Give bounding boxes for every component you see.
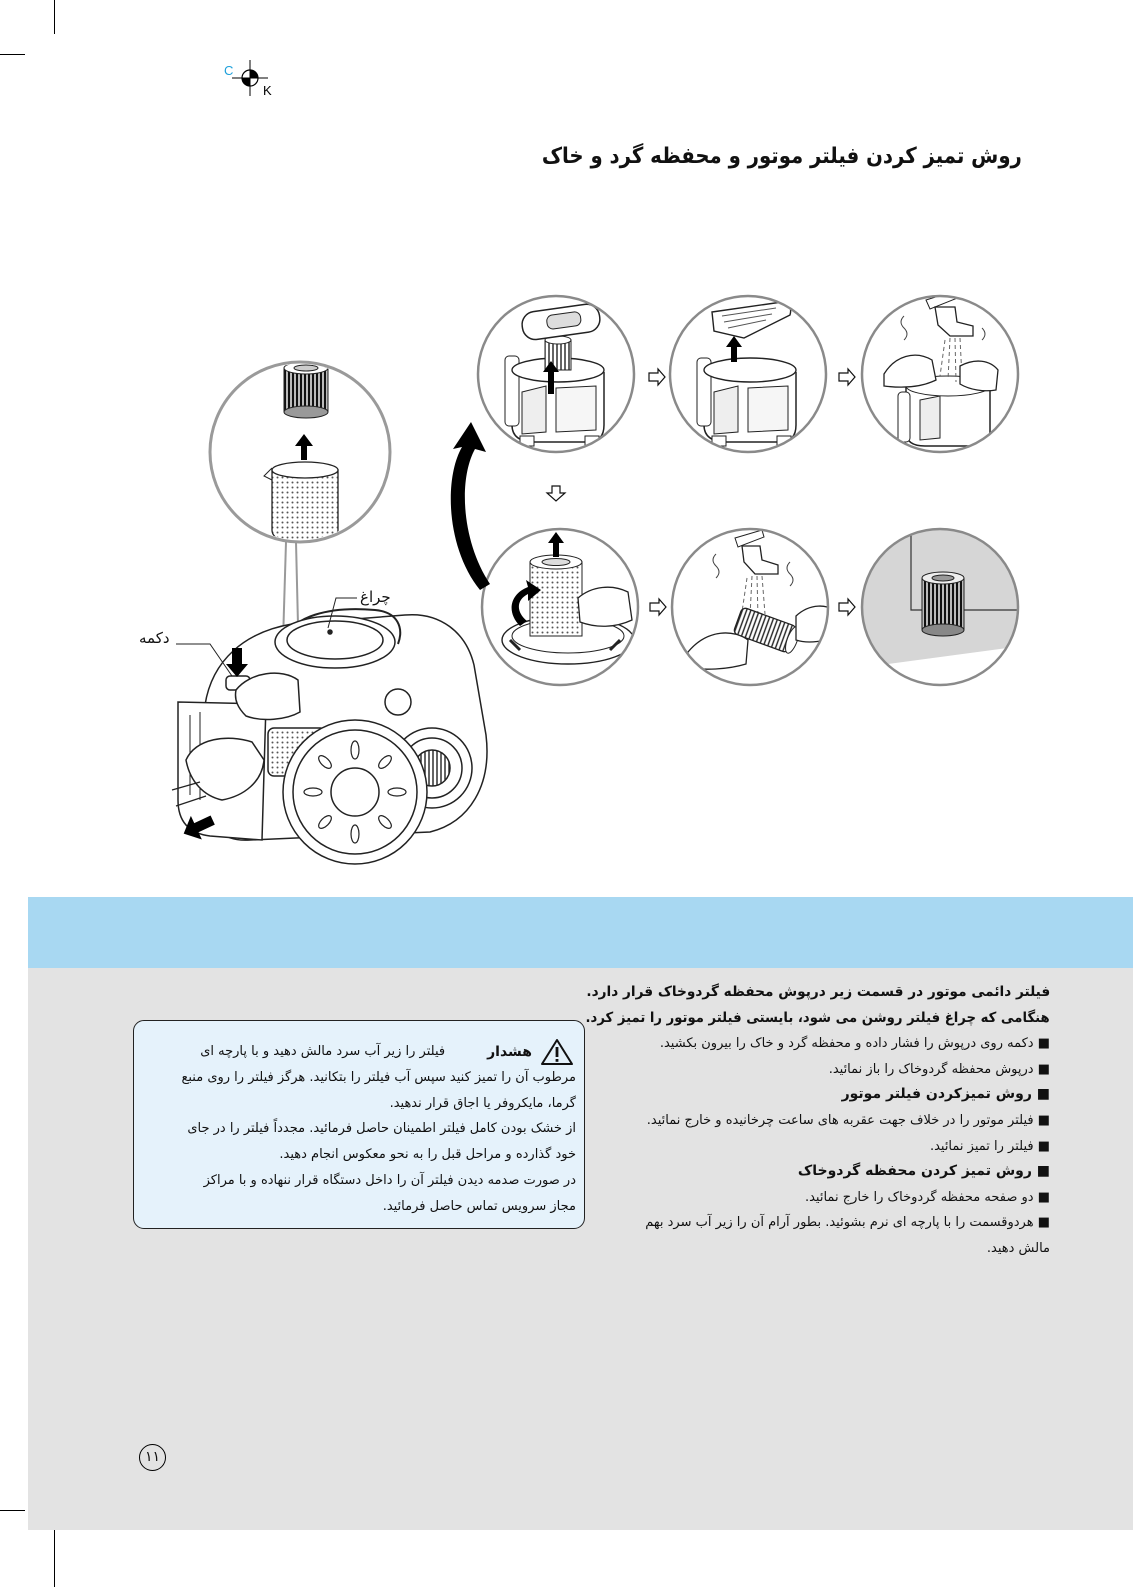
warning-heading: هشدار	[487, 1043, 532, 1060]
instructions-column	[586, 980, 1050, 1262]
bullet-item	[586, 1057, 1050, 1083]
curved-up-arrow	[451, 422, 490, 590]
section-heading	[586, 1159, 1050, 1185]
section-heading	[586, 1082, 1050, 1108]
bullet-text: ■ دو صفحه محفظه گردوخاک را خارج نمائید.	[804, 1189, 1050, 1205]
crop-mark-bottom-horizontal	[0, 1510, 25, 1511]
step-5-illustration	[672, 529, 840, 685]
step-4-illustration	[482, 529, 638, 685]
lamp-label: چراغ	[360, 588, 391, 606]
warning-text: خود گذارده و مراحل قبل را به نحو معکوس انجام دهید.	[279, 1147, 576, 1163]
vacuum-cleaner-illustration	[172, 609, 487, 864]
warning-line	[143, 1091, 576, 1117]
step-6-illustration	[858, 529, 1024, 700]
section-heading-text: ■ روش تمیزکردن فیلتر موتور	[841, 1086, 1050, 1103]
bullet-text: ■ درپوش محفظه گردوخاک را باز نمائید.	[828, 1061, 1050, 1077]
warning-line	[143, 1168, 576, 1194]
bullet-text: ■ دکمه روی درپوش را فشار داده و محفظه گرد و خاک را بیرون بکشید.	[659, 1036, 1050, 1052]
step-2-illustration	[670, 296, 826, 452]
bullet-continuation	[586, 1236, 1050, 1262]
warning-text: گرما، مایکروفر یا اجاق قرار ندهید.	[389, 1095, 576, 1111]
page-number: ۱۱	[139, 1444, 166, 1471]
warning-text: فیلتر را زیر آب سرد مالش دهید و با پارچه ای	[200, 1044, 446, 1060]
intro-text: فیلتر دائمی موتور در قسمت زیر درپوش محفظه گردوخاک قرار دارد.	[586, 984, 1050, 1000]
step-3-illustration	[862, 290, 1018, 452]
registration-black-label: K	[263, 83, 272, 98]
bullet-text: مالش دهید.	[986, 1240, 1050, 1256]
bullet-item	[586, 1031, 1050, 1057]
warning-triangle-icon	[540, 1038, 574, 1066]
bullet-text: ■ فیلتر موتور را در خلاف جهت عقربه های ساعت چرخانیده و خارج نمائید.	[646, 1112, 1050, 1128]
step-1-illustration	[478, 296, 634, 452]
bullet-item	[586, 1210, 1050, 1236]
bullet-item	[586, 1108, 1050, 1134]
warning-text: از خشک بودن کامل فیلتر اطمینان حاصل فرمائید. مجدداً فیلتر را در جای	[187, 1121, 576, 1137]
bullet-item	[586, 1185, 1050, 1211]
warning-box	[133, 1020, 585, 1229]
warning-header-line	[142, 1039, 576, 1065]
arrow-down-icon	[547, 486, 565, 501]
bullet-text: ■ هردوقسمت را با پارچه ای نرم بشوئید. بطور آرام آن را زیر آب سرد بهم	[645, 1215, 1050, 1231]
warning-line	[143, 1194, 576, 1220]
arrow-right-icon	[839, 599, 855, 615]
registration-cyan-label: C	[224, 63, 234, 78]
warning-line	[143, 1116, 576, 1142]
intro-text: هنگامی که چراغ فیلتر روشن می شود، بایستی فیلتر موتور را تمیز کرد.	[585, 1009, 1050, 1026]
page-title-text: روش تمیز کردن فیلتر موتور و محفظه گرد و خاک	[542, 144, 1022, 169]
arrow-right-icon	[839, 369, 855, 385]
warning-text: مرطوب آن را تمیز کنید سپس آب فیلتر را بتکانید. هرگز فیلتر را روی منبع	[181, 1069, 576, 1085]
page-title	[542, 141, 1022, 173]
arrow-right-icon	[650, 599, 666, 615]
filter-lamp-indicator	[328, 630, 332, 634]
warning-text: مجاز سرویس تماس حاصل فرمائید.	[382, 1198, 576, 1214]
warning-text: در صورت صدمه دیدن فیلتر آن را داخل دستگاه قرار ننهاده و با مراکز	[203, 1172, 576, 1188]
crop-mark-bottom-vertical	[54, 1530, 55, 1587]
clean-filter	[922, 578, 964, 630]
button-label: دکمه	[139, 629, 170, 647]
warning-line	[143, 1065, 576, 1091]
bullet-item	[586, 1134, 1050, 1160]
bullet-text: ■ فیلتر را تمیز نمائید.	[929, 1138, 1050, 1154]
registration-mark	[224, 60, 272, 98]
intro-line	[586, 980, 1050, 1006]
section-heading-text: ■ روش تمیز کردن محفظه گردوخاک	[797, 1163, 1050, 1180]
blue-band	[28, 897, 1133, 968]
intro-line	[586, 1006, 1050, 1032]
arrow-right-icon	[649, 369, 665, 385]
warning-line	[143, 1142, 576, 1168]
